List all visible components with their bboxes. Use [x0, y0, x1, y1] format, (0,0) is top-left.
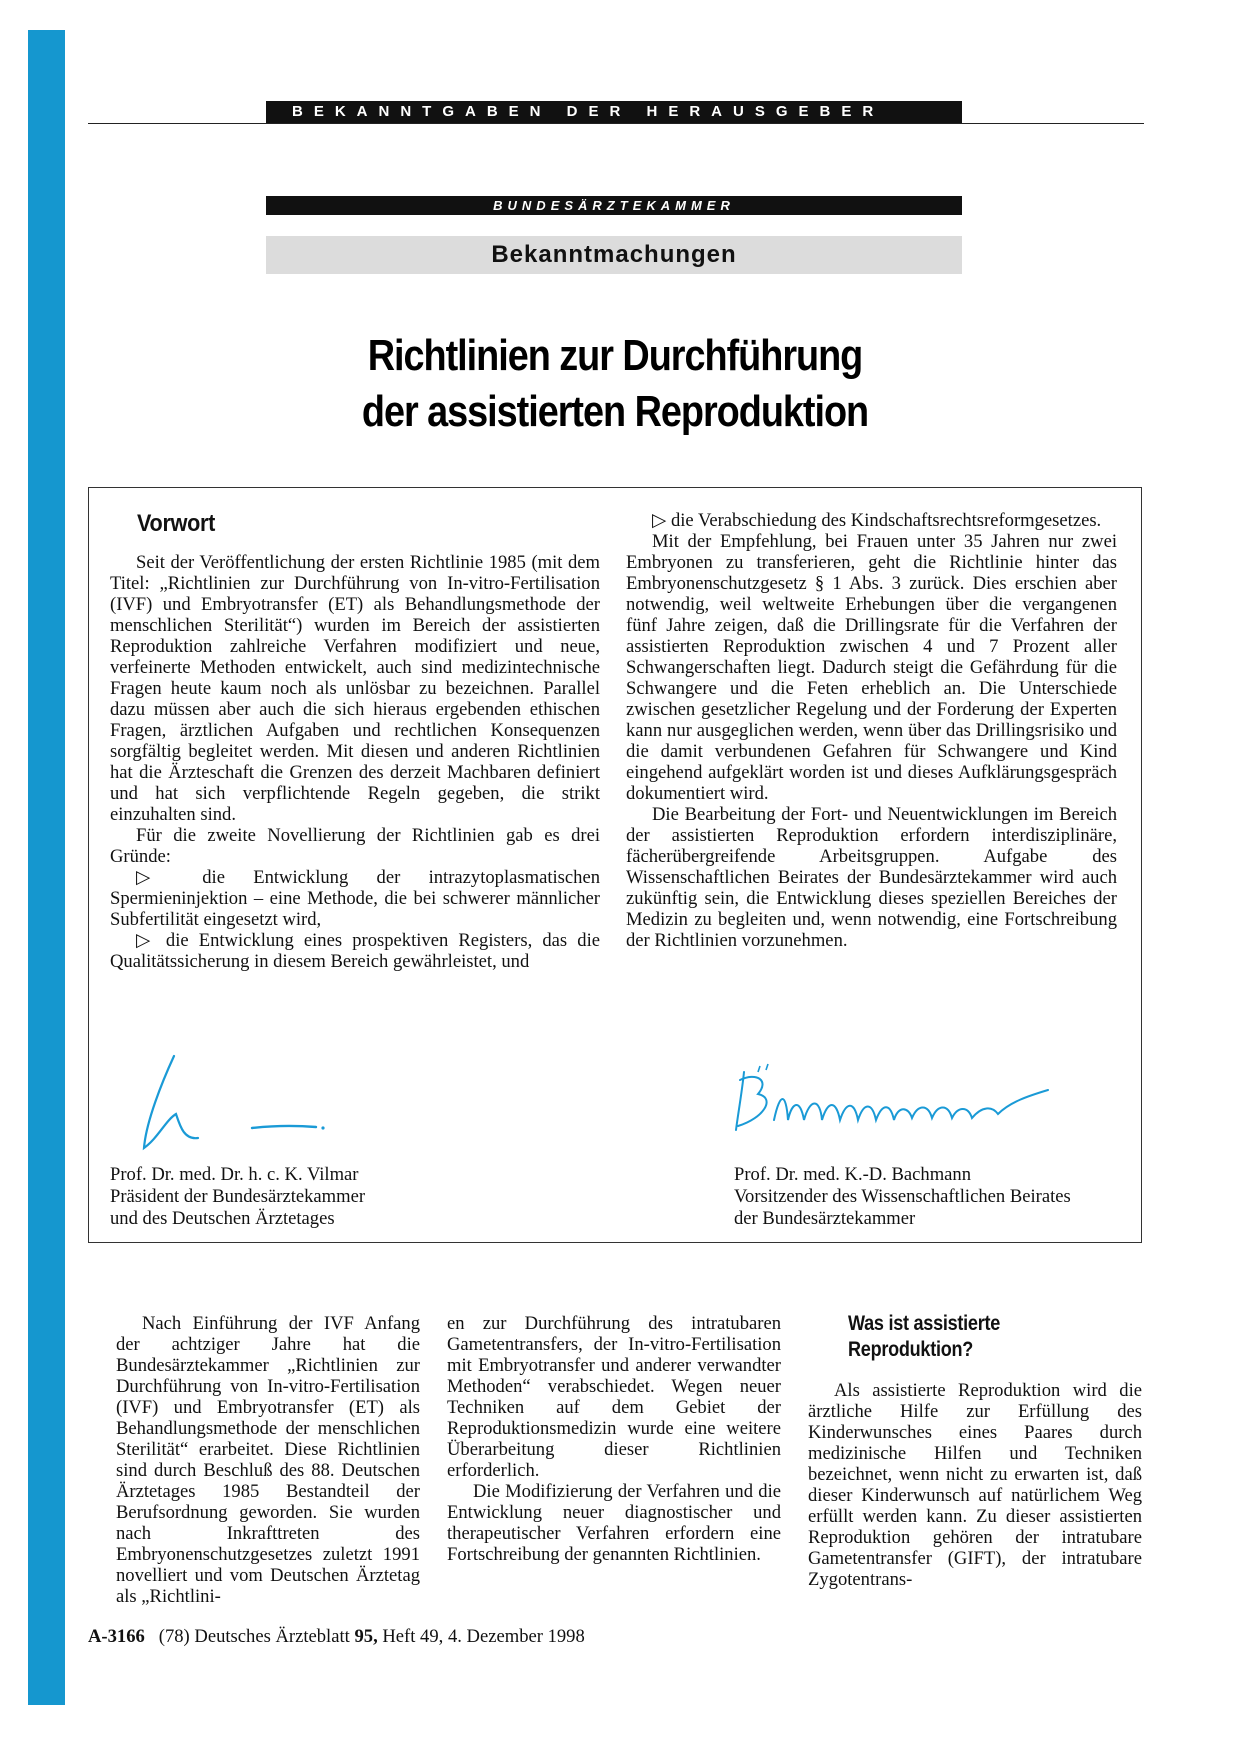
- body-column-3: [808, 1380, 1142, 1590]
- page-footer: [88, 1626, 585, 1648]
- body-paragraph: Nach Einführung der IVF Anfang der achtziger Jahre hat die Bundesärztekammer „Richtlinien zur Durchführung von In-vitro-Fertilisation (IVF) und Embryotransfer (ET) als Behandlungsmethode der menschlichen Sterilität“ erarbeitet. Diese Richtlinien sind durch Beschluß des 88. Deutschen Ärztetages 1985 Bestandteil der Berufsordnung geworden. Sie wurden nach Inkrafttreten des Embryonenschutzgesetzes zuletzt 1991 novelliert und vom Deutschen Ärztetag als „Richtlini-: [116, 1313, 420, 1607]
- section-heading-line: Was ist assistierte: [848, 1312, 1001, 1335]
- signature-vilmar: [140, 1052, 340, 1157]
- foreword-heading: Vorwort: [137, 510, 216, 537]
- body-column-2: [447, 1313, 781, 1565]
- signatory-vilmar: [110, 1164, 365, 1230]
- header-rule: [88, 123, 1144, 124]
- page-number: (78): [158, 1626, 190, 1647]
- signatory-role: der Bundesärztekammer: [734, 1208, 916, 1229]
- volume-number: 95,: [354, 1626, 378, 1647]
- signatory-role: Präsident der Bundesärztekammer: [110, 1186, 366, 1207]
- foreword-paragraph: Mit der Empfehlung, bei Frauen unter 35 Jahren nur zwei Embryonen zu transferieren, geht die Richtlinie hinter das Embryonenschutzgesetz § 1 Abs. 3 zurück. Dies erschien aber notwendig, weil weltweite Erhebungen über die vergangenen fünf Jahre zeigen, daß die Drillingsrate für die Verfahren der assistierten Reproduktion zwischen 4 und 7 Prozent aller Schwangerschaften liegt. Dadurch steigt die Gefährdung für die Schwangere und die Feten erheblich an. Die Unterschiede zwischen gesetzlicher Regelung und der Forderung der Experten kann nur ausgeglichen werden, wenn über das Drillingsrisiko und die damit verbundenen Gefahren für Schwangere und Kind eingehend aufgeklärt worden ist und dieses Aufklärungsgespräch dokumentiert wird.: [626, 531, 1117, 804]
- foreword-bullet: ▷ die Entwicklung eines prospektiven Registers, das die Qualitätssicherung in diesem Bereich gewährleistet, und: [110, 930, 600, 972]
- section-heading: [848, 1311, 1106, 1363]
- page-code: A-3166: [88, 1626, 145, 1647]
- title-line-1: Richtlinien zur Durchführung: [367, 331, 863, 380]
- body-paragraph: Als assistierte Reproduktion wird die ärztliche Hilfe zur Erfüllung des Kinderwunsches eines Paares durch medizinische Hilfen und Techniken bezeichnet, wenn nicht zu erwarten ist, daß dieser Kinderwunsch auf natürlichem Weg erfüllt werden kann. Zu dieser assistierten Reproduktion gehören der intratubare Gametentransfer (GIFT), der intratubare Zygotentrans-: [808, 1380, 1142, 1590]
- foreword-paragraph: Die Bearbeitung der Fort- und Neuentwicklungen im Bereich der assistierten Reproduktion erfordern interdisziplinäre, fächerübergreifende Arbeitsgruppen. Aufgabe des Wissenschaftlichen Beirates der Bundesärztekammer wird auch zukünftig sein, die Entwicklung dieses speziellen Bereiches der Medizin zu begleiten und, wenn notwendig, eine Fortschreibung der Richtlinien vorzunehmen.: [626, 804, 1117, 951]
- signatory-role: und des Deutschen Ärztetages: [110, 1208, 335, 1229]
- foreword-paragraph: Seit der Veröffentlichung der ersten Richtlinie 1985 (mit dem Titel: „Richtlinien zur Durchführung von In-vitro-Fertilisation (IVF) und Embryotransfer (ET) als Behandlungsmethode der menschlichen Sterilität“) wurden im Bereich der assistierten Reproduktion zahlreiche Verfahren modifiziert und neue, verfeinerte Methoden entwickelt, auch sind medizintechnische Fragen heute kaum noch als unlösbar zu bezeichnen. Parallel dazu müssen aber auch die sich hieraus ergebenden ethischen Fragen, ärztlichen Aufgaben und rechtlichen Konsequenzen sorgfältig begleitet werden. Mit diesen und anderen Richtlinien hat die Ärzteschaft die Grenzen des derzeit Machbaren definiert und hat sich verpflichtende Regeln gegeben, die strikt einzuhalten sind.: [110, 552, 600, 825]
- foreword-left-column: [110, 552, 600, 972]
- margin-color-bar: [28, 30, 65, 1705]
- rubric-label: Bekanntmachungen: [266, 236, 962, 274]
- body-paragraph: en zur Durchführung des intratubaren Gametentransfers, der In-vitro-Fertilisation mit Embryotransfer und anderer verwandter Methoden“ verabschiedet. Wegen neuer Techniken auf dem Gebiet der Reproduktionsmedizin wurde eine weitere Überarbeitung dieser Richtlinien erforderlich.: [447, 1313, 781, 1481]
- body-paragraph: Die Modifizierung der Verfahren und die Entwicklung neuer diagnostischer und therapeutischer Verfahren erfordern eine Fortschreibung der genannten Richtlinien.: [447, 1481, 781, 1565]
- article-title: [258, 328, 972, 440]
- signature-bachmann: [730, 1062, 1060, 1142]
- foreword-bullet: ▷ die Verabschiedung des Kindschaftsrechtsreformgesetzes.: [652, 510, 1102, 531]
- foreword-paragraph: Für die zweite Novellierung der Richtlinien gab es drei Gründe:: [110, 825, 600, 867]
- signatory-bachmann: [734, 1164, 1071, 1230]
- title-line-2: der assistierten Reproduktion: [361, 387, 869, 436]
- section-heading-line: Reproduktion?: [848, 1338, 974, 1361]
- signatory-name: Prof. Dr. med. Dr. h. c. K. Vilmar: [110, 1164, 359, 1185]
- section-label: BUNDESÄRZTEKAMMER: [266, 196, 962, 215]
- signatory-role: Vorsitzender des Wissenschaftlichen Beirates: [734, 1186, 1071, 1207]
- kicker-label: BEKANNTGABEN DER HERAUSGEBER: [266, 101, 962, 123]
- body-column-1: [116, 1313, 420, 1607]
- journal-name: Deutsches Ärzteblatt: [194, 1626, 350, 1647]
- signatory-name: Prof. Dr. med. K.-D. Bachmann: [734, 1164, 972, 1185]
- foreword-right-column: [626, 510, 1117, 951]
- foreword-bullet: ▷ die Entwicklung der intrazytoplasmatischen Spermieninjektion – eine Methode, die bei schwerer männlicher Subfertilität eingesetzt wird,: [110, 867, 600, 930]
- issue-date: Heft 49, 4. Dezember 1998: [382, 1626, 585, 1647]
